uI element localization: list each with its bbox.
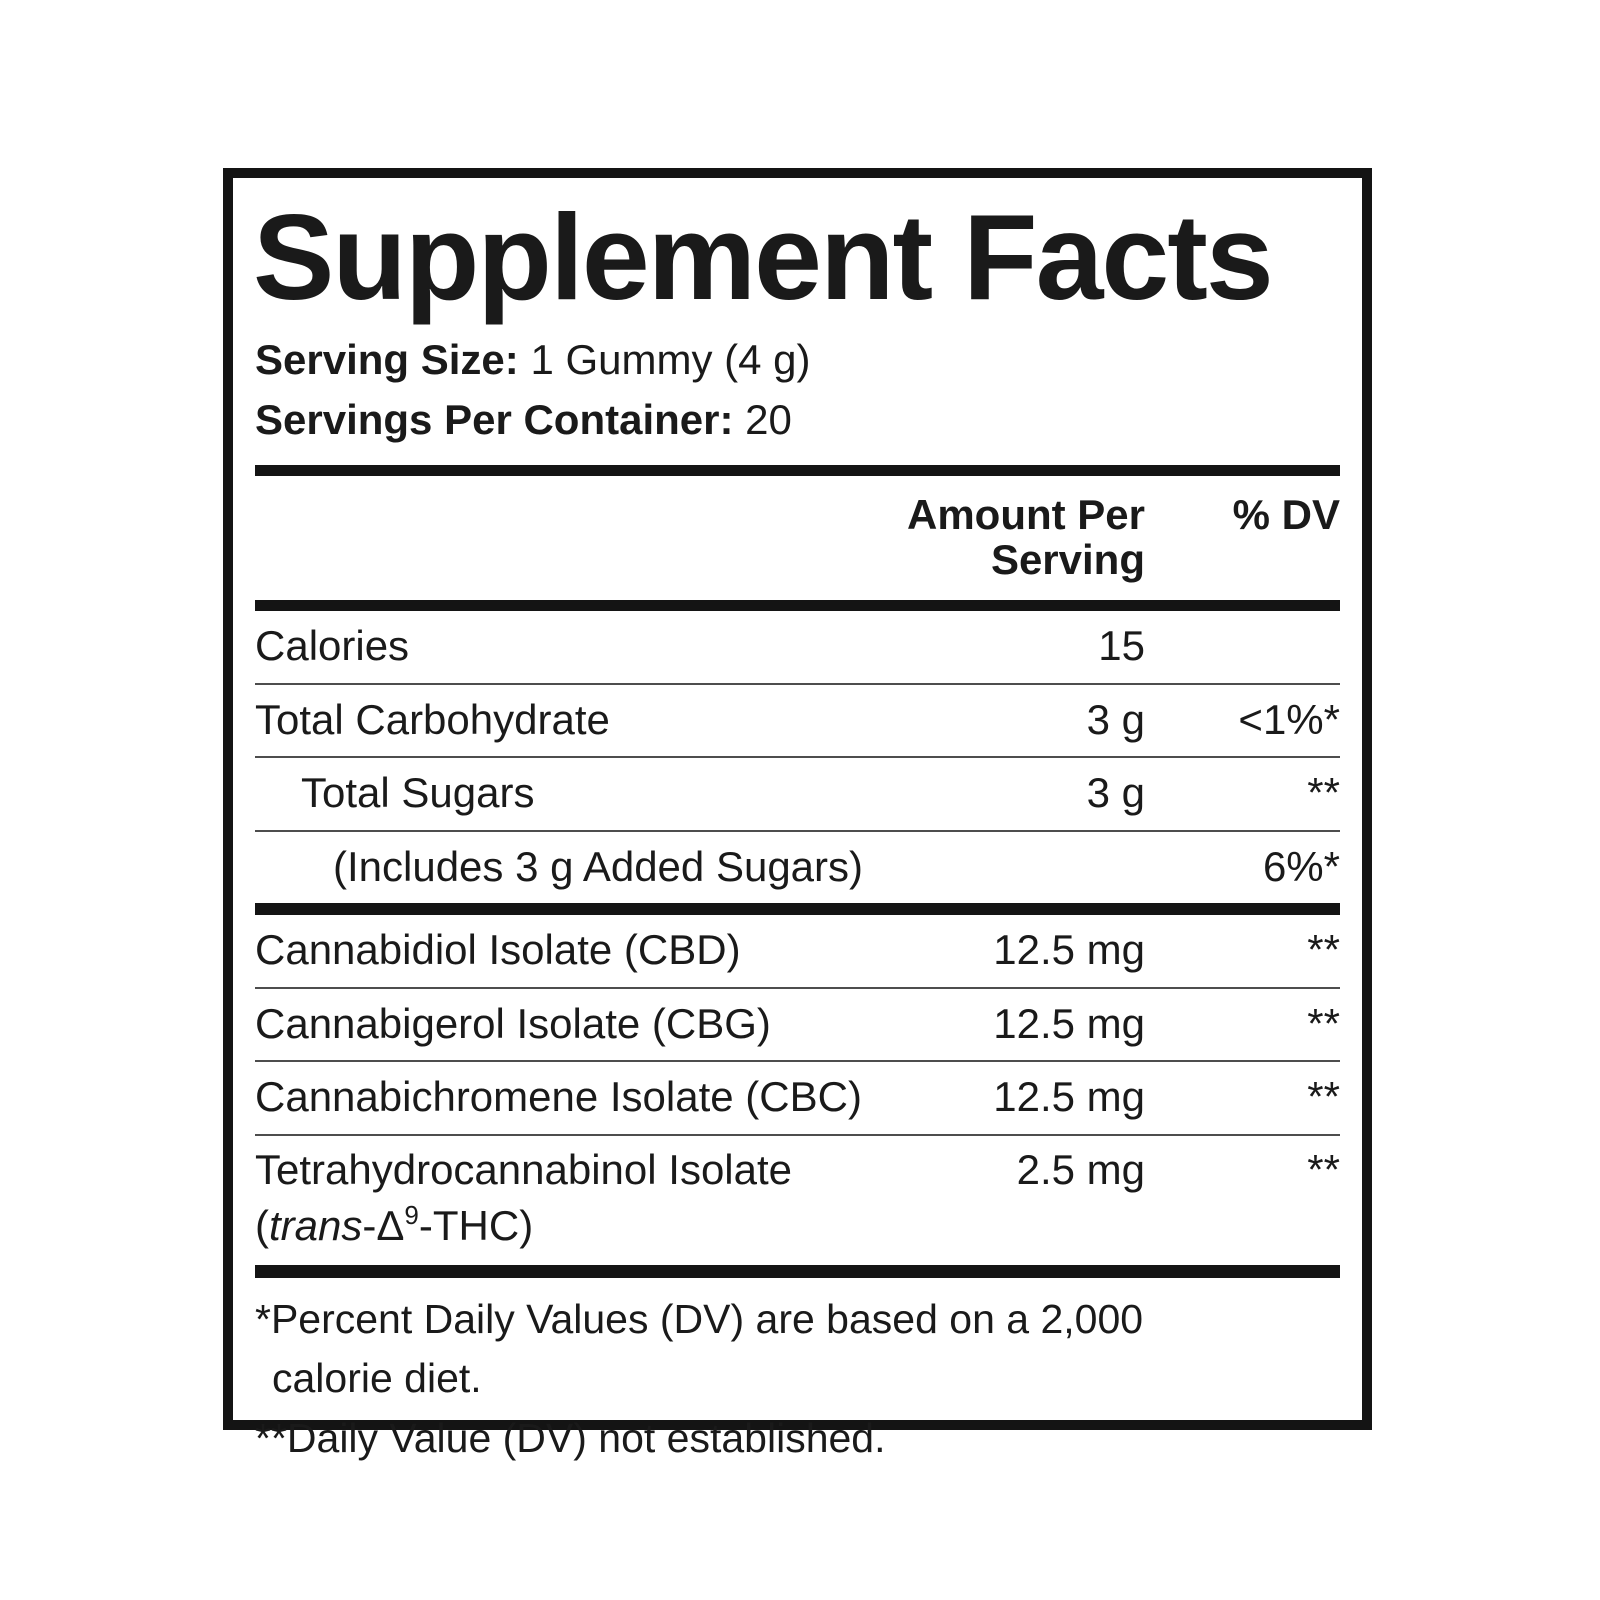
ingredient-dv: ** [1307,1073,1340,1121]
ingredient-name [255,1145,885,1250]
servings-per-container-value: 20 [745,395,792,443]
table-row-cbd [255,915,1340,989]
delta-superscript: 9 [404,1200,419,1231]
panel-title: Supplement Facts [253,189,1272,325]
footnote-daily-values-line1: *Percent Daily Values (DV) are based on a 2,000 [255,1295,1144,1342]
ingredient-amount: 12.5 mg [993,926,1145,974]
table-row-total-sugars [255,758,1340,832]
serving-size-label: Serving Size: [255,336,519,383]
ingredient-name-line1: Tetrahydrocannabinol Isolate [255,1145,793,1193]
ingredient-name: Cannabichromene Isolate (CBC) [255,1073,862,1121]
nutrient-amount: 3 g [1086,695,1145,743]
serving-size-line [255,330,1340,390]
ingredient-name: Cannabigerol Isolate (CBG) [255,999,771,1047]
table-row-calories [255,611,1340,685]
ingredient-dv: ** [1307,999,1340,1047]
percent-dv-header: % DV [1232,491,1340,539]
nutrient-dv: ** [1307,769,1340,817]
ingredient-dv: ** [1307,1145,1340,1193]
thick-rule-4 [255,1265,1340,1278]
nutrient-amount: 3 g [1086,769,1145,817]
footnote-daily-values-line2: calorie diet. [272,1355,482,1402]
ingredient-name: Cannabidiol Isolate (CBD) [255,926,741,974]
table-row-thc [255,1136,1340,1265]
nutrient-name: Total Carbohydrate [255,695,610,743]
table-row-total-carbohydrate [255,685,1340,759]
ingredient-amount: 2.5 mg [1016,1145,1145,1193]
table-header-row [255,476,1340,600]
servings-per-container-label: Servings Per Container: [255,395,734,443]
servings-per-container-line [255,390,1340,450]
thc-suffix: -THC) [418,1202,534,1250]
table-row-added-sugars [255,832,1340,904]
nutrient-dv: <1%* [1238,695,1340,743]
thick-rule-3 [255,903,1340,915]
thick-rule-2 [255,600,1340,611]
serving-size-value: 1 Gummy (4 g) [530,336,811,383]
table-row-cbg [255,989,1340,1063]
nutrient-dv: 6%* [1262,842,1340,890]
thick-rule-1 [255,465,1340,476]
nutrient-name: Calories [255,622,410,670]
ingredient-name-line2 [255,1200,885,1250]
paren-open: ( [255,1202,269,1250]
serving-info [255,330,1340,449]
footnote-dv-not-established: **Daily Value (DV) not established. [255,1414,886,1461]
table-row-cbc [255,1062,1340,1136]
delta-symbol: -Δ [362,1202,405,1250]
trans-italic: trans [269,1202,363,1250]
amount-per-serving-header: Amount Per Serving [906,491,1145,583]
supplement-facts-panel [223,168,1372,1461]
ingredient-amount: 12.5 mg [993,1073,1145,1121]
ingredient-amount: 12.5 mg [993,999,1145,1047]
nutrient-name: Total Sugars [301,769,535,817]
ingredient-dv: ** [1307,926,1340,974]
footnotes [255,1278,1340,1468]
nutrient-amount: 15 [1098,622,1145,670]
nutrient-name: (Includes 3 g Added Sugars) [333,842,864,890]
